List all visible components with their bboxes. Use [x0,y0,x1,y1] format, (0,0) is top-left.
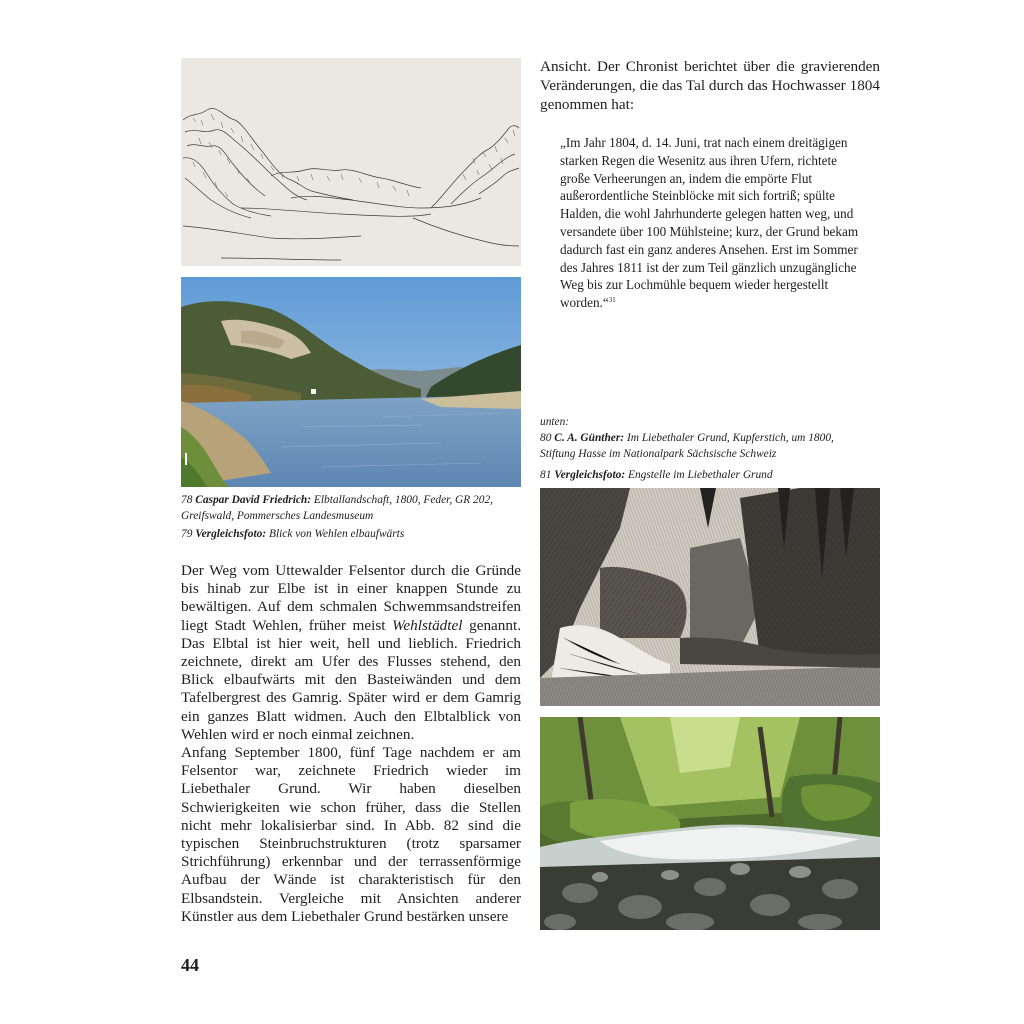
figure-80-caption: unten: 80 C. A. Günther: Im Liebethaler Grund, Kupferstich, um 1800, Stiftung Hasse im Nationalpark Sächsische Schweiz [540,416,834,460]
figure-79-photo [181,277,521,487]
figure-80-engraving [540,488,880,706]
page-number: 44 [181,955,199,975]
body-paragraph-2: Anfang September 1800, fünf Tage nachdem er am Felsentor war, zeichnete Friedrich wieder im Liebethaler Grund. Wir haben dieselben Schwierigkeiten wie schon früher, dass die Stellen nicht mehr lokalisierbar sind. In Abb. 82 sind die typischen Steinbruchstrukturen (trotz sparsamer Strichführung) erkennbar und der terrassenförmige Aufbau der Wände ist charakteristisch für den Elbsandstein. Vergleiche mit Ansichten anderer Künstler aus dem Liebethaler Grund bestärken unsere [181,744,521,925]
right-intro-text: Ansicht. Der Chronist berichtet über die gravierenden Veränderungen, die das Tal durch das Hochwasser 1804 genommen hat: [540,58,880,113]
figure-81-photo [540,717,880,930]
figure-79-caption: 79 Vergleichsfoto: Blick von Wehlen elbaufwärts [181,528,405,540]
figure-81-caption: 81 Vergleichsfoto: Engstelle im Liebethaler Grund [540,469,773,481]
left-body-text [181,562,521,926]
footnote-marker: 31 [608,296,616,305]
body-paragraph-1: Der Weg vom Uttewalder Felsentor durch die Gründe bis hinab zur Elbe ist in einer knappen Stunde zu bewältigen. Auf dem schmalen Schwemmsandstreifen liegt Stadt Wehlen, früher meist Wehlstädtel genannt. Das Elbtal ist hier weit, hell und lieblich. Friedrich zeichnete, direkt am Ufer des Flusses stehend, den Blick elbaufwärts mit den Basteiwänden und dem Tafelbergrest des Gamrig. Später wird er dem Gamrig ein ganzes Blatt widmen. Auch den Elbtalblick von Wehlen wird er noch einmal zeichnen. [181,562,522,743]
chronicle-quote: „Im Jahr 1804, d. 14. Juni, trat nach einem dreitägigen starken Regen die Wesenitz aus ihren Ufern, richtete große Verheerungen an, indem die empörte Flut außerordentliche Steinblöcke mit sich fortriß; spülte Halden, die wohl Jahrhunderte gelegen hatten weg, und versandete über 100 Mühlsteine; kurz, der Grund bekam dadurch fast ein ganz anderes Ansehen. Erst im Sommer des Jahres 1811 ist der zum Teil gänzlich unzugängliche Weg bis zur Lochmühle bequem wieder hergestellt worden.“$^{31}$ [560,135,859,311]
figure-78-caption: 78 Caspar David Friedrich: Elbtallandschaft, 1800, Feder, GR 202, Greifswald, Pommersches Landesmuseum [181,494,493,522]
figure-78-drawing [181,58,521,266]
